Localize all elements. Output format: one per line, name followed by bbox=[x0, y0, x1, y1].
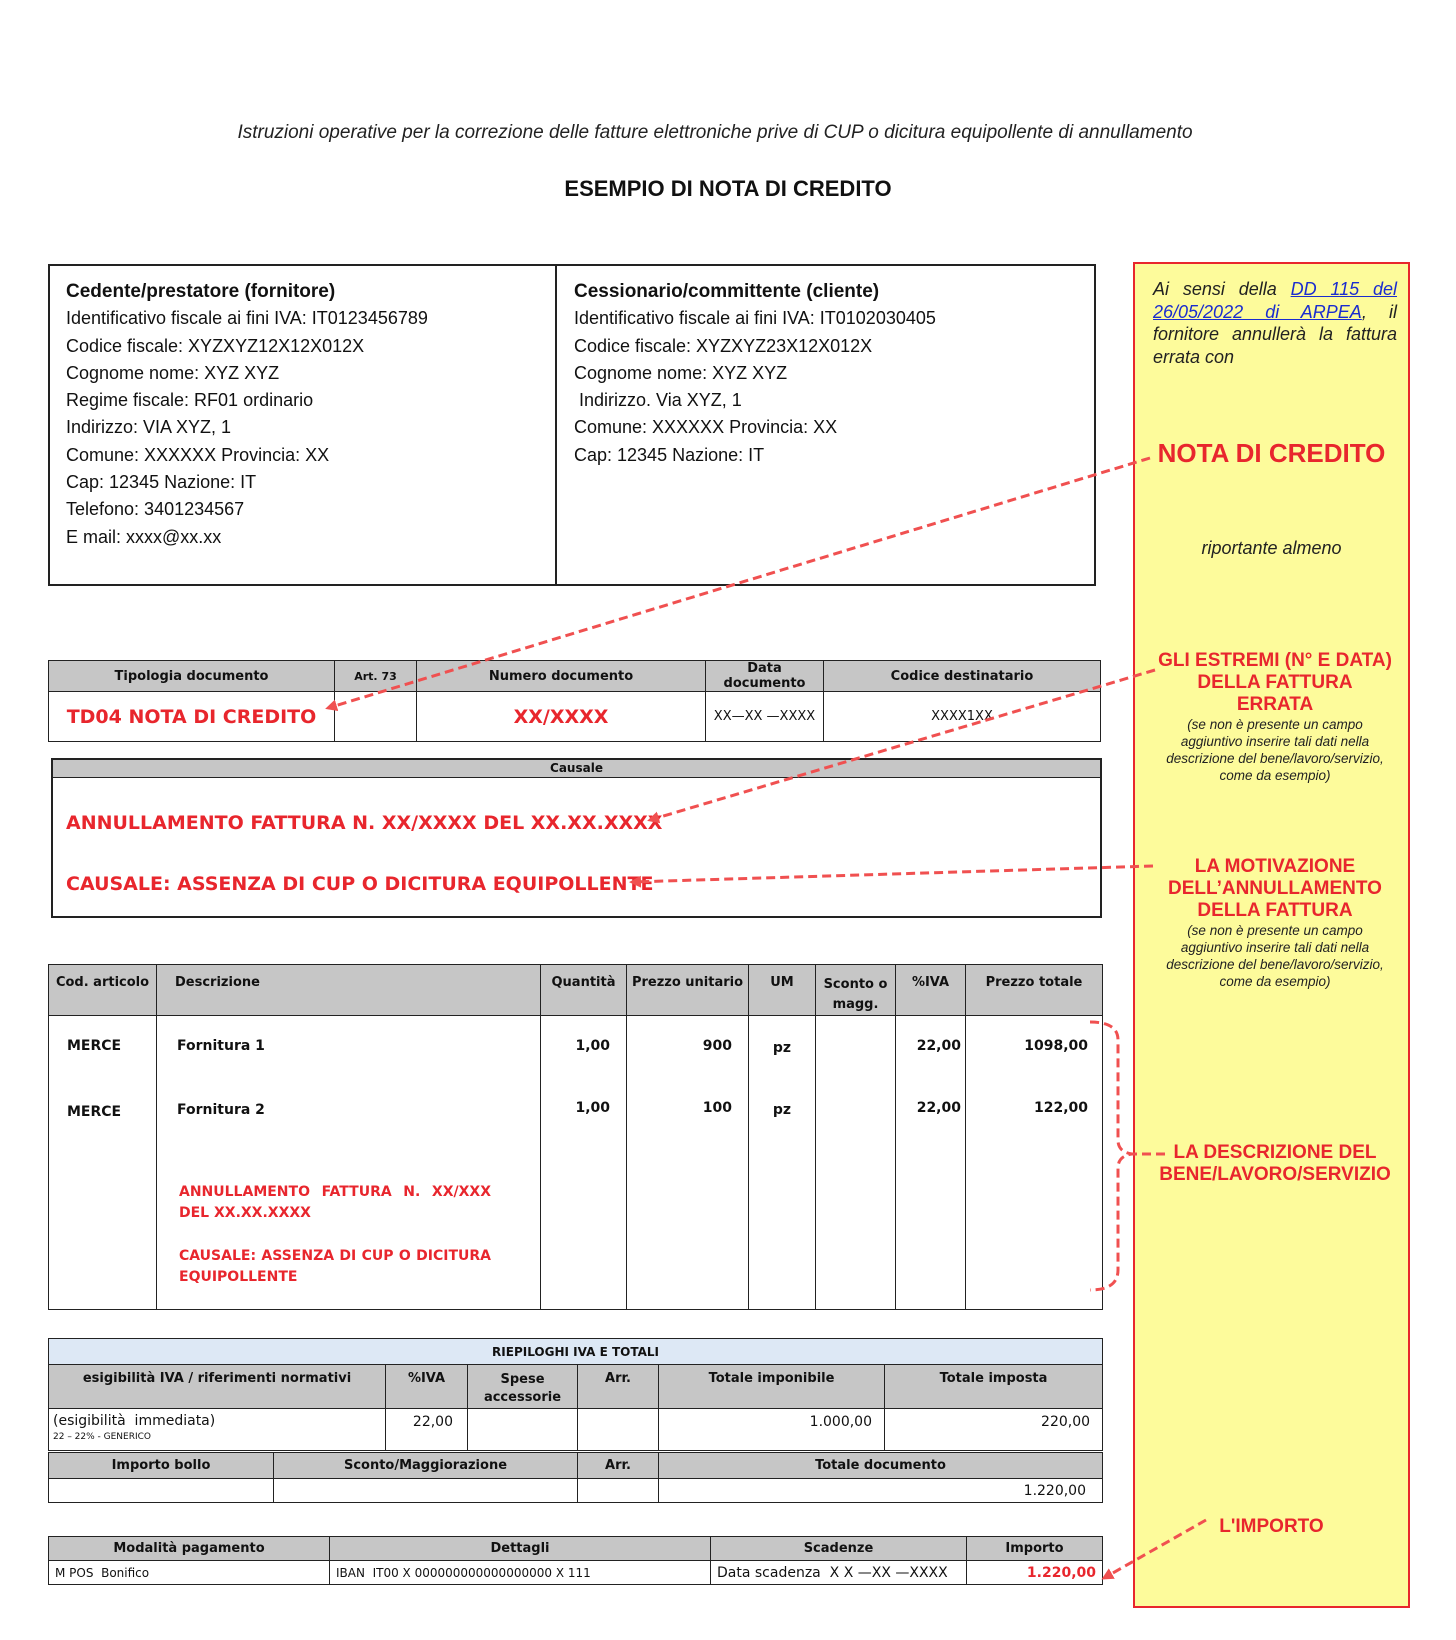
item-cod: MERCE bbox=[67, 1104, 122, 1120]
header-totale-doc: Totale documento bbox=[659, 1453, 1103, 1479]
scadenze-value: Data scadenza X X —XX —XXXX bbox=[711, 1561, 967, 1585]
price-cell bbox=[627, 1016, 749, 1310]
sidebar-motivazione: LA MOTIVAZIONE DELL’ANNULLAMENTO DELLA FATTURA bbox=[1168, 856, 1382, 921]
pagamento-table bbox=[48, 1536, 1103, 1585]
header-tipologia: Tipologia documento bbox=[49, 661, 335, 692]
art73-value bbox=[335, 692, 417, 742]
item-total: 122,00 bbox=[1033, 1100, 1088, 1116]
importo-value: 1.220,00 bbox=[967, 1561, 1103, 1585]
sidebar-descrizione: LA DESCRIZIONE DEL BENE/LAVORO/SERVIZIO bbox=[1159, 1142, 1391, 1185]
header-sconto-magg: Sconto/Maggiorazione bbox=[274, 1453, 578, 1479]
header-imposta: Totale imposta bbox=[885, 1365, 1103, 1409]
items-table bbox=[48, 964, 1103, 1310]
sidebar-riportante: riportante almeno bbox=[1201, 538, 1342, 558]
item-desc: Fornitura 2 bbox=[177, 1102, 265, 1118]
header-sconto: Sconto o magg. bbox=[816, 965, 896, 1016]
parties-divider bbox=[555, 266, 557, 584]
header-spese: Spese accessorie bbox=[468, 1365, 578, 1409]
sidebar-nota: NOTA DI CREDITO bbox=[1157, 438, 1386, 468]
item-price: 100 bbox=[702, 1100, 732, 1116]
esigibilita-cell bbox=[49, 1409, 386, 1451]
item-note-2: CAUSALE: ASSENZA DI CUP O DICITURA EQUIPOLLENTE bbox=[179, 1248, 491, 1285]
riepilogo-title: RIEPILOGHI IVA E TOTALI bbox=[49, 1339, 1103, 1365]
header-riep-iva: %IVA bbox=[386, 1365, 468, 1409]
header-codice: Codice destinatario bbox=[824, 661, 1101, 692]
dettagli-value: IBAN IT00 X 000000000000000000 X 111 bbox=[330, 1561, 711, 1585]
header-descrizione: Descrizione bbox=[157, 965, 541, 1016]
header-arr2: Arr. bbox=[578, 1453, 659, 1479]
arr-value bbox=[578, 1409, 659, 1451]
imposta-value: 220,00 bbox=[885, 1409, 1103, 1451]
header-esigibilita: esigibilità IVA / riferimenti normativi bbox=[49, 1365, 386, 1409]
header-dettagli: Dettagli bbox=[330, 1537, 711, 1561]
cessionario-line: Codice fiscale: XYZXYZ23X12X012X bbox=[574, 335, 873, 356]
cessionario-line: Identificativo fiscale ai fini IVA: IT0102030405 bbox=[574, 308, 936, 329]
cedente-heading: Cedente/prestatore (fornitore) bbox=[66, 281, 336, 302]
header-quantita: Quantità bbox=[541, 965, 627, 1016]
item-um: pz bbox=[772, 1040, 792, 1056]
cessionario-line: Comune: XXXXXX Provincia: XX bbox=[574, 417, 838, 438]
item-cod: MERCE bbox=[67, 1038, 122, 1054]
item-price: 900 bbox=[702, 1038, 732, 1054]
cedente-line: Telefono: 3401234567 bbox=[66, 499, 245, 520]
header-imponibile: Totale imponibile bbox=[659, 1365, 885, 1409]
sidebar-estremi-block bbox=[1157, 650, 1393, 784]
arr2-value bbox=[578, 1479, 659, 1503]
header-data: Data documento bbox=[706, 661, 824, 692]
item-note-1: ANNULLAMENTO FATTURA N. XX/XXX DEL XX.XX.XXXX bbox=[179, 1184, 491, 1221]
cedente-line: Regime fiscale: RF01 ordinario bbox=[66, 390, 314, 411]
um-cell bbox=[749, 1016, 816, 1310]
document-subtitle: Istruzioni operative per la correzione delle fatture elettroniche prive di CUP o dicitura equipollente di annullamento bbox=[237, 122, 1193, 143]
riferimento-value: 22 – 22% - GENERICO bbox=[53, 1432, 152, 1442]
numero-value: XX/XXXX bbox=[417, 692, 706, 742]
cessionario-section bbox=[574, 278, 936, 469]
causale-header: Causale bbox=[53, 760, 1100, 778]
item-um: pz bbox=[772, 1102, 792, 1118]
header-prezzo-unitario: Prezzo unitario bbox=[627, 965, 749, 1016]
header-importo: Importo bbox=[967, 1537, 1103, 1561]
header-numero: Numero documento bbox=[417, 661, 706, 692]
cedente-line: Indirizzo: VIA XYZ, 1 bbox=[66, 417, 232, 438]
item-qty: 1,00 bbox=[575, 1100, 610, 1116]
parties-box bbox=[48, 264, 1096, 586]
item-iva: 22,00 bbox=[916, 1038, 961, 1054]
modalita-value: M POS Bonifico bbox=[49, 1561, 330, 1585]
cessionario-line: Cap: 12345 Nazione: IT bbox=[574, 444, 765, 465]
header-modalita: Modalità pagamento bbox=[49, 1537, 330, 1561]
sidebar-motivazione-block bbox=[1157, 856, 1393, 990]
total-cell bbox=[966, 1016, 1103, 1310]
instructions-sidebar bbox=[1133, 262, 1410, 1608]
cod-cell bbox=[49, 1016, 157, 1310]
codice-value: XXXX1XX bbox=[824, 692, 1101, 742]
cedente-line: Identificativo fiscale ai fini IVA: IT0123456789 bbox=[66, 308, 428, 329]
causale-line-1: ANNULLAMENTO FATTURA N. XX/XXXX DEL XX.XX.XXXX bbox=[66, 812, 663, 834]
sconto-magg-value bbox=[274, 1479, 578, 1503]
header-scadenze: Scadenze bbox=[711, 1537, 967, 1561]
item-total: 1098,00 bbox=[1024, 1038, 1088, 1054]
desc-cell bbox=[157, 1016, 541, 1310]
qty-cell bbox=[541, 1016, 627, 1310]
cessionario-heading: Cessionario/committente (cliente) bbox=[574, 281, 880, 302]
cedente-line: Codice fiscale: XYZXYZ12X12X012X bbox=[66, 335, 365, 356]
tipologia-value: TD04 NOTA DI CREDITO bbox=[49, 692, 335, 742]
document-title: ESEMPIO DI NOTA DI CREDITO bbox=[564, 176, 892, 201]
item-desc: Fornitura 1 bbox=[177, 1038, 265, 1054]
header-bollo: Importo bollo bbox=[49, 1453, 274, 1479]
data-value: XX—XX —XXXX bbox=[706, 692, 824, 742]
esigibilita-value: (esigibilità immediata) bbox=[53, 1413, 216, 1429]
cessionario-line: Indirizzo. Via XYZ, 1 bbox=[574, 390, 742, 411]
imponibile-value: 1.000,00 bbox=[659, 1409, 885, 1451]
sidebar-intro-after: , il fornitore annullerà la fattura errata con bbox=[1153, 301, 1397, 367]
spese-value bbox=[468, 1409, 578, 1451]
cedente-line: Comune: XXXXXX Provincia: XX bbox=[66, 444, 330, 465]
sidebar-estremi-note: (se non è presente un campo aggiuntivo inserire tali dati nella descrizione del bene/lavoro/servizio, come da esempio) bbox=[1166, 717, 1384, 783]
cedente-line: Cap: 12345 Nazione: IT bbox=[66, 472, 257, 493]
cedente-line: E mail: xxxx@xx.xx bbox=[66, 526, 222, 547]
item-qty: 1,00 bbox=[575, 1038, 610, 1054]
arpea-link[interactable]: DD 115 del 26/05/2022 di ARPEA bbox=[1153, 279, 1397, 322]
document-type-table bbox=[48, 660, 1101, 742]
totale-documento-value: 1.220,00 bbox=[659, 1479, 1103, 1503]
iva-cell bbox=[896, 1016, 966, 1310]
sidebar-estremi: GLI ESTREMI (N° E DATA) DELLA FATTURA ERRATA bbox=[1158, 650, 1392, 715]
item-iva: 22,00 bbox=[916, 1100, 961, 1116]
sconto-cell bbox=[816, 1016, 896, 1310]
header-iva: %IVA bbox=[896, 965, 966, 1016]
riep-iva-value: 22,00 bbox=[386, 1409, 468, 1451]
sidebar-importo: L'IMPORTO bbox=[1219, 1516, 1324, 1537]
causale-line-2: CAUSALE: ASSENZA DI CUP O DICITURA EQUIPOLLENTE bbox=[66, 873, 654, 895]
header-art73: Art. 73 bbox=[335, 661, 417, 692]
header-arr: Arr. bbox=[578, 1365, 659, 1409]
totale-table bbox=[48, 1452, 1103, 1503]
cessionario-line: Cognome nome: XYZ XYZ bbox=[574, 362, 788, 383]
header-prezzo-totale: Prezzo totale bbox=[966, 965, 1103, 1016]
causale-box bbox=[51, 758, 1102, 918]
bollo-value bbox=[49, 1479, 274, 1503]
header-um: UM bbox=[749, 965, 816, 1016]
sidebar-motivazione-note: (se non è presente un campo aggiuntivo inserire tali dati nella descrizione del bene/lavoro/servizio, come da esempio) bbox=[1166, 923, 1384, 989]
riepilogo-table bbox=[48, 1338, 1103, 1451]
cedente-line: Cognome nome: XYZ XYZ bbox=[66, 362, 280, 383]
sidebar-intro bbox=[1153, 278, 1397, 368]
header-cod-articolo: Cod. articolo bbox=[49, 965, 157, 1016]
cedente-section bbox=[66, 278, 428, 551]
sidebar-intro-before: Ai sensi della bbox=[1153, 279, 1291, 299]
